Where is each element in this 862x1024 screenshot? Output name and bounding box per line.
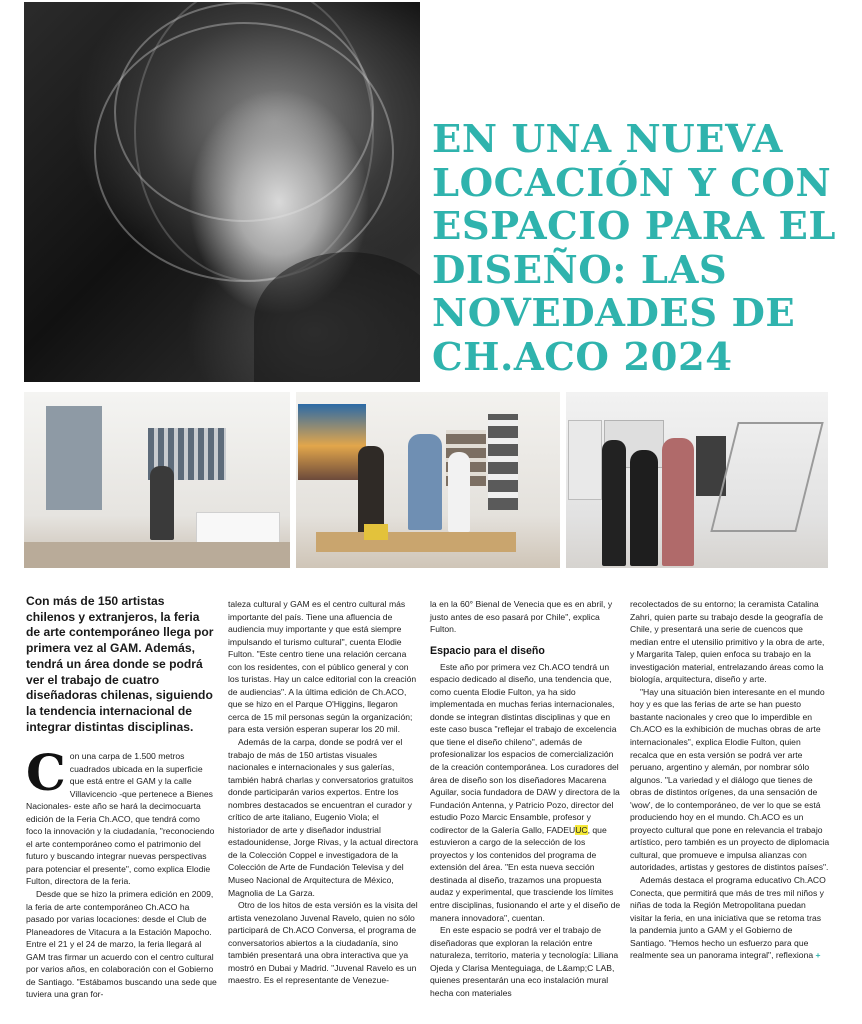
- gallery-photo-3: [566, 392, 828, 568]
- article-paragraph: [26, 743, 218, 888]
- article-column-3: [430, 598, 622, 999]
- dropcap: C: [26, 743, 66, 802]
- section-subhead: Espacio para el diseño: [430, 644, 545, 657]
- gallery-photo-2: [296, 392, 560, 568]
- paragraph-text: Este año por primera vez Ch.ACO tendrá un espacio dedicado al diseño, una tendencia que, como cuenta Elodie Fulton, ya ha sido implementada en muchas ferias internacionales, donde se integran distintas disciplinas y que en este caso busca "reflejar el trabajo de excelencia que tiene el diseño chileno", además de profesionalizar los espacios de comercialización de la creación contemporánea. Los curadores del área de diseño son los diseñadores Macarena Aguilar, socia fundadora de DAW y directora de la Fundación Antenna, y Patricio Pozo, director del estudio Pozo Marcic Ensamble, profesor y codirector de la Galería Gallo, FADEU: [430, 661, 620, 835]
- paragraph-text: , que estuvieron a cargo de la selección de los proyectos y los contenidos del programa de extensión del área. "En esta nueva sección destinada al diseño, trazamos una propuesta audaz y experimental, que trasciende los límites entre disciplinas, fusionando el arte y el diseño de manera innovadora", cuentan.: [430, 824, 621, 923]
- end-mark: +: [815, 950, 821, 961]
- article-paragraph: Además de la carpa, donde se podrá ver el trabajo de más de 150 artistas visuales nacionales e internacionales y sus galerías, también habrá charlas y conversatorios gratuitos donde participarán varios expertos. Entre los nombres destacados se encuentran el curador y crítico de arte italiano, Eugenio Viola; el historiador de arte y diseñador industrial estadounidense, Jorge Rivas, y la actual directora de la Colección Coppel e investigadora de la Colección de Arte de Fundación Televisa y del Museo Nacional de Arquitectura de México, Magnolia de La Garza.: [228, 737, 419, 898]
- article-paragraph: la en la 60° Bienal de Venecia que es en abril, y justo antes de eso pasará por Chile", explica Fulton.: [430, 599, 613, 635]
- paragraph-text: Además destaca el programa educativo Ch.ACO Conecta, que permitirá que más de tres mil niños y niñas de toda la Región Metropolitana puedan visitar la feria, en una iniciativa que se retoma tras la pandemia junto a GAM y el Gobierno de Santiago. "Hemos hecho un esfuerzo para que realmente sea un panorama integral", reflexiona: [630, 875, 826, 961]
- article-paragraph: [630, 874, 830, 962]
- paragraph-text: on una carpa de 1.500 metros cuadrados ubicada en la superficie que está entre el GAM y la calle Villavicencio -que pertenece a Bienes Nacionales- este año se hará la decimocuarta edición de la Feria Ch.ACO, que tendrá como foco la innovación y la ciudadanía, "reconociendo el arte contemporáneo como el patrimonio del futuro y buscando integrar nuevas perspectivas para potenciar el presente", como explica Elodie Fulton, directora de la feria.: [26, 751, 215, 887]
- highlighted-text: UC: [575, 824, 588, 835]
- portrait-photo: [24, 2, 420, 382]
- article-column-1: [26, 743, 218, 1001]
- article-paragraph: [430, 661, 622, 924]
- article-paragraph: Otro de los hitos de esta versión es la visita del artista venezolano Juvenal Ravelo, quien no sólo participará de Ch.ACO Conversa, el programa de conversatorios abiertos a la ciudadanía, sino también presentará una obra interactiva que ya mostró en Dubai y Madrid. "Juvenal Ravelo es un maestro. Es el representante de Venezue-: [228, 900, 418, 986]
- article-paragraph: recolectados de su entorno; la ceramista Catalina Zahri, quien parte su trabajo desde la geografía de Chile, y presentará una serie de cuencos que median entre el utensilio primitivo y la obra de arte, y Margarita Talep, quien enfoca su trabajo en la investigación material, entrelazando áreas como la biología, arquitectura, diseño y arte.: [630, 599, 825, 685]
- article-lede: Con más de 150 artistas chilenos y extranjeros, la feria de arte contemporáneo llega por primera vez al GAM. Además, tendrá un área donde se podrá ver el trabajo de cuatro diseñadoras chilenas, siguiendo la tendencia internacional de integrar distintas disciplinas.: [26, 594, 214, 734]
- article-paragraph: En este espacio se podrá ver el trabajo de diseñadoras que exploran la relación entre naturaleza, territorio, materia y tecnología: Liliana Ojeda y Clarisa Menteguiaga, de L&amp;C LAB, quienes presentarán una eco instalación mural hecha con materiales: [430, 925, 619, 998]
- article-paragraph: taleza cultural y GAM es el centro cultural más importante del país. Tiene una afluencia de audiencia muy importante y que está siempre impulsando el turismo cultural", cuenta Elodie Fulton. "Este centro tiene una relación cercana con los residentes, con el público general y con los turistas. Hay un calce editorial con la creación de audiencias". A la última edición de Ch.ACO, que se hizo en el Parque O'Higgins, llegaron cerca de 15 mil personas según la organización; para esta versión esperan superar los 20 mil.: [228, 599, 417, 735]
- gallery-photo-strip: [24, 392, 828, 568]
- article-headline: EN UNA NUEVA LOCACIÓN Y CON ESPACIO PARA EL DISEÑO: LAS NOVEDADES DE CH.ACO 2024: [432, 117, 836, 380]
- article-column-4: [630, 598, 830, 962]
- article-paragraph: "Hay una situación bien interesante en el mundo hoy y es que las ferias de arte se han puesto bastante nacionales y creo que lo imperdible en Ch.ACO es la exhibición de muchas obras de arte internacionales", explica Elodie Fulton, quien recalca que en esta versión se podrá ver arte peruano, argentino y alemán, por nombrar sólo algunos. "La variedad y el diálogo que tienes de obras de distintos orígenes, da una sensación de 'wow', de lo contemporáneo, de ver lo que se está produciendo hoy en el mundo. Ch.ACO es un proyecto cultural que pone en relevancia el trabajo artístico, pero también es un proyecto de diplomacia cultural, que promueve e impulsa alianzas con autoridades, artistas y gestores de distintos países".: [630, 686, 830, 873]
- gallery-photo-1: [24, 392, 290, 568]
- article-column-2: [228, 598, 420, 987]
- article-paragraph: Desde que se hizo la primera edición en 2009, la feria de arte contemporáneo Ch.ACO ha pasado por varias locaciones: desde el Club de Planeadores de Vitacura a la Estación Mapocho. Entre el 21 y el 24 de marzo, la feria llegará al GAM tras firmar un acuerdo con el centro cultural por varios años, en colaboración con el Gobierno de Santiago. "Estábamos buscando una sede que tuviera una gran for-: [26, 889, 217, 1000]
